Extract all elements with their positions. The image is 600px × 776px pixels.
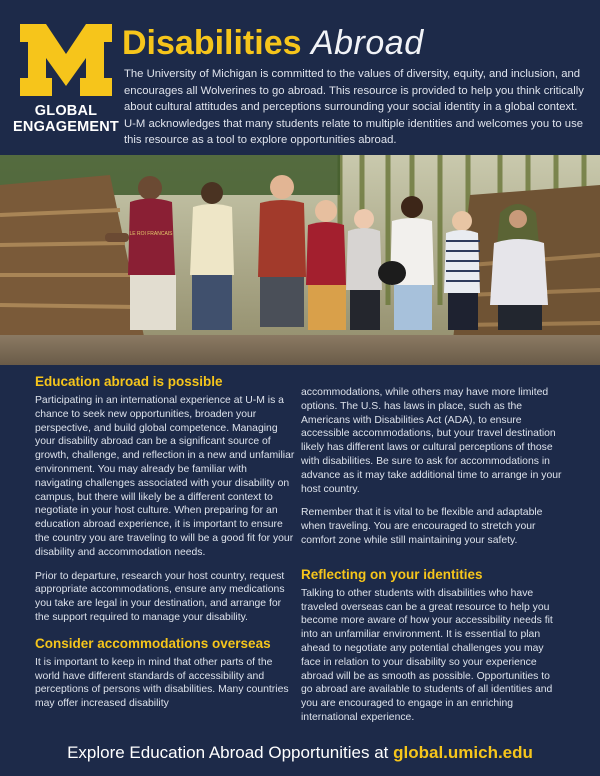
intro-paragraph: The University of Michigan is committed to the values of diversity, equity, and inclusion, and encourages all Wolverines to go abroad. This resource is provided to help you think critically about cultural attitudes and perceptions surrounding your social identity in a global context. U-M acknowledges that many students relate to multiple identities and welcomes you to use this resource as a tool to explore opportunities abroad. — [124, 68, 584, 146]
title-bold-word: Disabilities — [122, 24, 302, 62]
accommodations-paragraph-1-continued: accommodations, while others may have more limited options. The U.S. has laws in place, such as the Americans with Disabilities Act (ADA), to ensure accessible accommodations, but your travel destination likely has different laws or cultural perceptions of those with disabilities. Be sure to ask for accommodations in advance as it may take additional time to arrange in your host country. — [301, 387, 562, 495]
heading-consider-accommodations: Consider accommodations overseas — [35, 635, 271, 651]
heading-reflecting-identities: Reflecting on your identities — [301, 566, 483, 582]
page-title — [122, 24, 424, 62]
footer-cta — [0, 742, 600, 764]
left-column — [35, 373, 297, 721]
header — [0, 0, 600, 155]
footer-text: Explore Education Abroad Opportunities at — [67, 743, 389, 762]
shirt-text: LE ROI FRANCAIS — [129, 231, 173, 237]
heading-education-abroad: Education abroad is possible — [35, 374, 223, 389]
footer-link[interactable]: global.umich.edu — [393, 743, 533, 762]
reflecting-paragraph-1: Talking to other students with disabilities who have traveled overseas can be a great resource to help you become more aware of how your accessibility needs fit into an unfamiliar environment. It is essential to plan ahead to negotiate any potential challenges you may face in relation to your disability so your experience abroad will be as smooth as possible. Opportunities to go abroad are available to students of all identities and you are encouraged to engage in an enriching international experience. — [301, 587, 553, 723]
accommodations-paragraph-2: Remember that it is vital to be flexible and adaptable when traveling. You are encouraged to stretch your comfort zone while still maintaining your safety. — [301, 507, 543, 546]
logo-line-2: ENGAGEMENT — [13, 119, 119, 135]
education-paragraph-2: Prior to departure, research your host country, request appropriate accommodations, ensure any medications you take are legal in your destination, and arrange for the support required to manage your disability. — [35, 570, 285, 623]
right-column — [301, 373, 563, 735]
logo-line-1: GLOBAL — [34, 103, 98, 119]
accommodations-paragraph-1: It is important to keep in mind that other parts of the world have different standards of accessibility and perceptions of persons with disabilities. Many countries may offer increased disability — [35, 656, 289, 710]
title-light-word: Abroad — [310, 24, 424, 62]
education-paragraph-1: Participating in an international experience at U-M is a chance to seek new opportunities, broaden your perspective, and build global competence. Managing your disability abroad can be a significant source of growth, challenge, and reflection in a new and unfamiliar environment. You may already be familiar with navigating challenges associated with your disability on campus, but there will likely be a different context to negotiate in your host culture. When preparing for an education abroad experience, it is important to ensure the country you are traveling to will be a good fit for your disability and accommodation needs. — [35, 395, 295, 558]
students-group-photo — [0, 155, 600, 365]
global-engagement-wordmark — [13, 103, 119, 135]
block-m-logo — [20, 24, 112, 96]
